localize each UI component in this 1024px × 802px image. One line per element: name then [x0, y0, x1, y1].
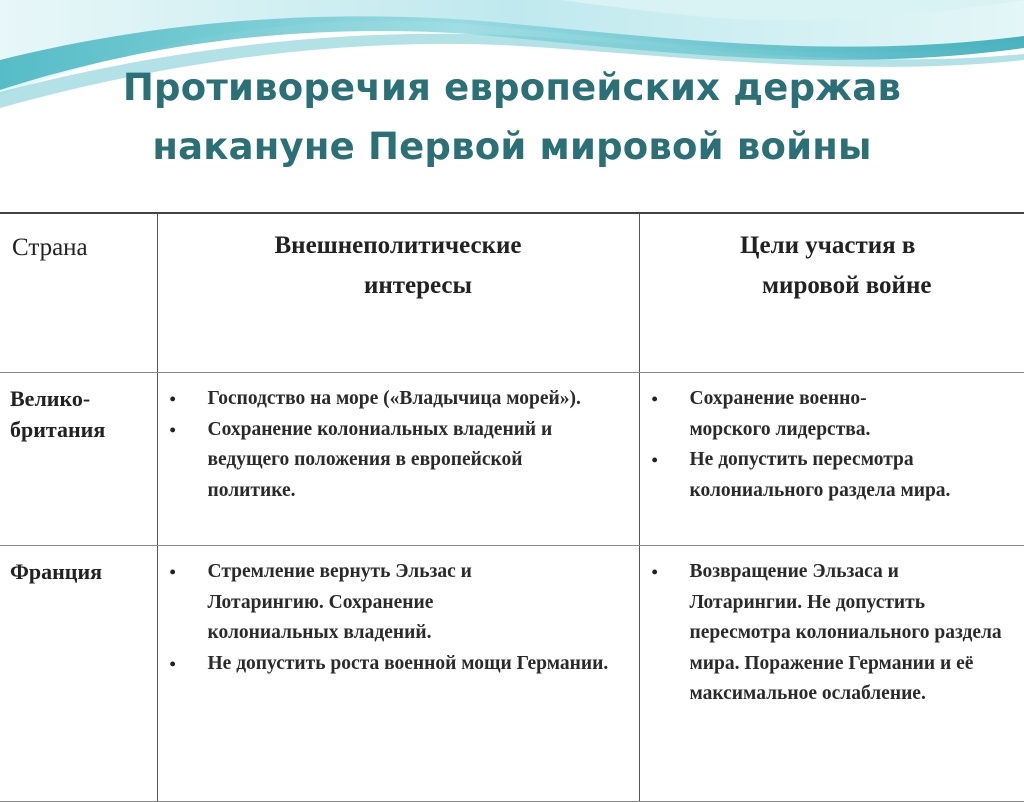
list-item: • Сохранение военно-морского лидерства. [640, 384, 1017, 445]
interests-cell [157, 373, 639, 546]
table-row [0, 546, 1024, 802]
goals-cell [639, 373, 1024, 546]
header-country: Страна [0, 213, 157, 373]
title-line-1: Противоречия европейских держав [0, 58, 1024, 117]
goals-cell [639, 546, 1024, 802]
table-row [0, 373, 1024, 546]
header-interests [157, 213, 639, 373]
country-cell: Велико- британия [0, 373, 157, 546]
list-item: • Господство на море («Владычица морей»). [158, 384, 631, 415]
slide-title [0, 58, 1024, 176]
header-interests-line-2: интересы [158, 266, 639, 306]
list-item: • Не допустить роста военной мощи Германии. [158, 649, 631, 680]
interests-cell [157, 546, 639, 802]
list-item: • Возвращение Эльзаса и Лотарингии. Не допустить пересмотра колониального раздела мира. Поражение Германии и её максимальное ослабление. [640, 557, 1017, 710]
header-goals [639, 213, 1024, 373]
comparison-table [0, 212, 1024, 802]
list-item: • Не допустить пересмотра колониального раздела мира. [640, 445, 1017, 506]
list-item: • Сохранение колониальных владений и ведущего положения в европейской политике. [158, 415, 631, 507]
header-goals-line-2: мировой войне [640, 266, 1024, 306]
header-goals-line-1: Цели участия в [640, 226, 1024, 266]
header-interests-line-1: Внешнеполитические [158, 226, 639, 266]
country-cell: Франция [0, 546, 157, 802]
title-line-2: накануне Первой мировой войны [0, 117, 1024, 176]
table-header-row [0, 213, 1024, 373]
list-item: • Стремление вернуть Эльзас и Лотарингию. Сохранение колониальных владений. [158, 557, 631, 649]
